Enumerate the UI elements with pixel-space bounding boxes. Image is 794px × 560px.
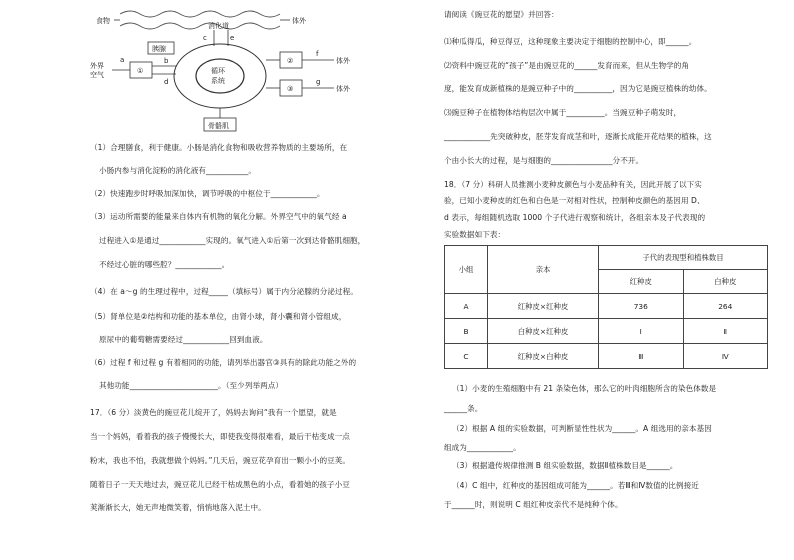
digestive-tract [120, 11, 280, 29]
right-line-10: d 表示，每组随机选取 1000 个子代进行观察和统计，各组亲本及子代表现的 [444, 213, 706, 222]
organ-2-label: ② [287, 57, 294, 65]
table-row [445, 319, 768, 344]
row-white: Ⅳ [683, 344, 768, 369]
row-parents: 红种皮×红种皮 [488, 294, 599, 319]
row-red: 736 [599, 294, 684, 319]
left-line-12: 17．（6 分）淡黄色的豌豆花儿绽开了，妈妈去询问“我有一个愿望，就是 [90, 408, 337, 417]
organ-3-label: ③ [287, 85, 294, 93]
food-label: 食物 [96, 17, 110, 25]
left-line-10: （6）过程 f 和过程 g 有着相同的功能，请列举出器官③具有的除此功能之外的 [90, 358, 357, 367]
experiment-table [444, 245, 768, 369]
left-line-8: （5）肾单位是②结构和功能的基本单位，由肾小球，肾小囊和肾小管组成， [90, 312, 347, 321]
left-line-16: 荚渐渐长大，她无声地微笑着，悄悄地落入泥土中。 [90, 503, 266, 512]
right-line-11: 实验数据如下表： [444, 230, 506, 239]
label-f: f [316, 50, 319, 58]
pancreas-label: 胰腺 [152, 45, 166, 53]
header-red: 红种皮 [599, 270, 684, 294]
right-line-7: 个由小长大的过程，是与细胞的________________分不开。 [444, 156, 644, 165]
right-bottom-line-2: ______条。 [444, 404, 483, 413]
right-line-3: ⑵资料中豌豆花的“孩子”是由豌豆花的______发育而来，但从生物学的角 [444, 61, 690, 70]
circulation-label-2: 系统 [211, 77, 225, 85]
row-parents: 红种皮×白种皮 [488, 344, 599, 369]
header-group: 小组 [445, 246, 488, 294]
right-bottom-line-1: （1）小麦的生殖细胞中有 21 条染色体，那么它的叶肉细胞所含的染色体数是 [452, 384, 717, 393]
left-line-11: 其他功能_______________________。（至少列举两点） [99, 381, 284, 390]
label-d: d [164, 78, 169, 86]
right-bottom-line-3: （2）根据 A 组的实验数据，可判断显性性状为______。A 组选用的亲本基因 [452, 424, 712, 433]
row-group: C [445, 344, 488, 369]
header-parents: 亲本 [488, 246, 599, 294]
left-line-7: （4）在 a～g 的生理过程中，过程_____（填标号）属于内分泌腺的分泌过程。 [90, 287, 358, 296]
label-e: e [230, 34, 235, 42]
physiology-diagram [80, 6, 370, 132]
right-line-9: 验，已知小麦种皮的红色和白色是一对相对性状，控制种皮颜色的基因用 D、 [444, 196, 705, 205]
header-offspring: 子代的表现型和植株数目 [599, 246, 768, 270]
left-line-2: 小肠内参与消化淀粉的消化液有___________。 [99, 166, 256, 175]
left-line-9: 原尿中的葡萄糖需要经过____________回到血液。 [99, 335, 268, 344]
label-a: a [120, 56, 125, 64]
row-group: A [445, 294, 488, 319]
outside-label-g: 体外 [336, 85, 350, 93]
left-line-3: （2）快速跑步时呼吸加深加快，调节呼吸的中枢位于____________。 [90, 189, 325, 198]
right-bottom-line-4: 组成为____________。 [444, 443, 521, 452]
label-b: b [164, 57, 169, 65]
right-line-1: 请阅读《豌豆花的愿望》并回答： [444, 10, 559, 19]
left-line-13: 当一个妈妈，看着我的孩子慢慢长大，即使我变得很难看，最后干枯变成一点 [90, 432, 350, 441]
air-label-1: 外界 [90, 62, 104, 70]
right-line-2: ⑴种瓜得瓜，种豆得豆，这种现象主要决定于细胞的控制中心，即______。 [444, 37, 697, 46]
circulation-label-1: 循环 [211, 67, 225, 75]
table-row [445, 294, 768, 319]
left-line-15: 随着日子一天天地过去，豌豆花儿已经干枯成黑色的小点，看着她的孩子小豆 [90, 480, 350, 489]
outside-label-top: 体外 [292, 17, 306, 25]
organ-1-label: ① [137, 67, 144, 75]
row-white: Ⅱ [683, 319, 768, 344]
right-bottom-line-7: 于______时，则说明 C 组红种皮亲代不是纯种个体。 [444, 500, 623, 509]
row-group: B [445, 319, 488, 344]
right-line-4: 度，能发育成新植株的是豌豆种子中的__________，因为它是豌豆植株的幼体。 [444, 84, 712, 93]
left-line-1: （1）合理膳食，利于健康。小肠是消化食物和吸收营养物质的主要场所，在 [90, 143, 348, 152]
skeletal-muscle-label: 骨骼肌 [208, 122, 229, 130]
right-line-8: 18．（7 分）科研人员推测小麦种皮颜色与小麦品种有关，因此开展了以下实 [444, 180, 702, 189]
right-line-5: ⑶豌豆种子在植物体结构层次中属于__________。当豌豆种子萌发时， [444, 108, 682, 117]
outside-label-f: 体外 [336, 57, 350, 65]
digestive-tract-label: 消化道 [208, 22, 229, 30]
row-red: Ⅲ [599, 344, 684, 369]
label-g: g [316, 78, 321, 86]
air-label-2: 空气 [90, 71, 104, 79]
left-line-5: 过程进入①是通过____________实现的。氧气进入①后第一次到达骨骼肌细胞， [99, 236, 366, 245]
row-red: Ⅰ [599, 319, 684, 344]
right-line-6: ____________先突破种皮，胚芽发育成茎和叶，逐渐长成能开花结果的植株，这 [444, 132, 712, 141]
row-white: 264 [683, 294, 768, 319]
row-parents: 白种皮×红种皮 [488, 319, 599, 344]
label-c: c [203, 34, 207, 42]
right-bottom-line-5: （3）根据遗传规律推测 B 组实验数据，数据Ⅱ植株数目是______。 [452, 461, 678, 470]
right-bottom-line-6: （4）C 组中，红种皮的基因组成可能为______。若Ⅲ和Ⅳ数值的比例接近 [452, 481, 699, 490]
table-row [445, 344, 768, 369]
header-white: 白种皮 [683, 270, 768, 294]
left-line-4: （3）运动所需要的能量来自体内有机物的氧化分解。外界空气中的氧气经 a [90, 212, 347, 221]
left-line-14: 粉末，我也不怕，我就想做个妈妈。”几天后，豌豆花孕育出一颗小小的豆荚。 [90, 456, 351, 465]
left-line-6: 不经过心脏的哪些腔？____________。 [99, 260, 230, 269]
